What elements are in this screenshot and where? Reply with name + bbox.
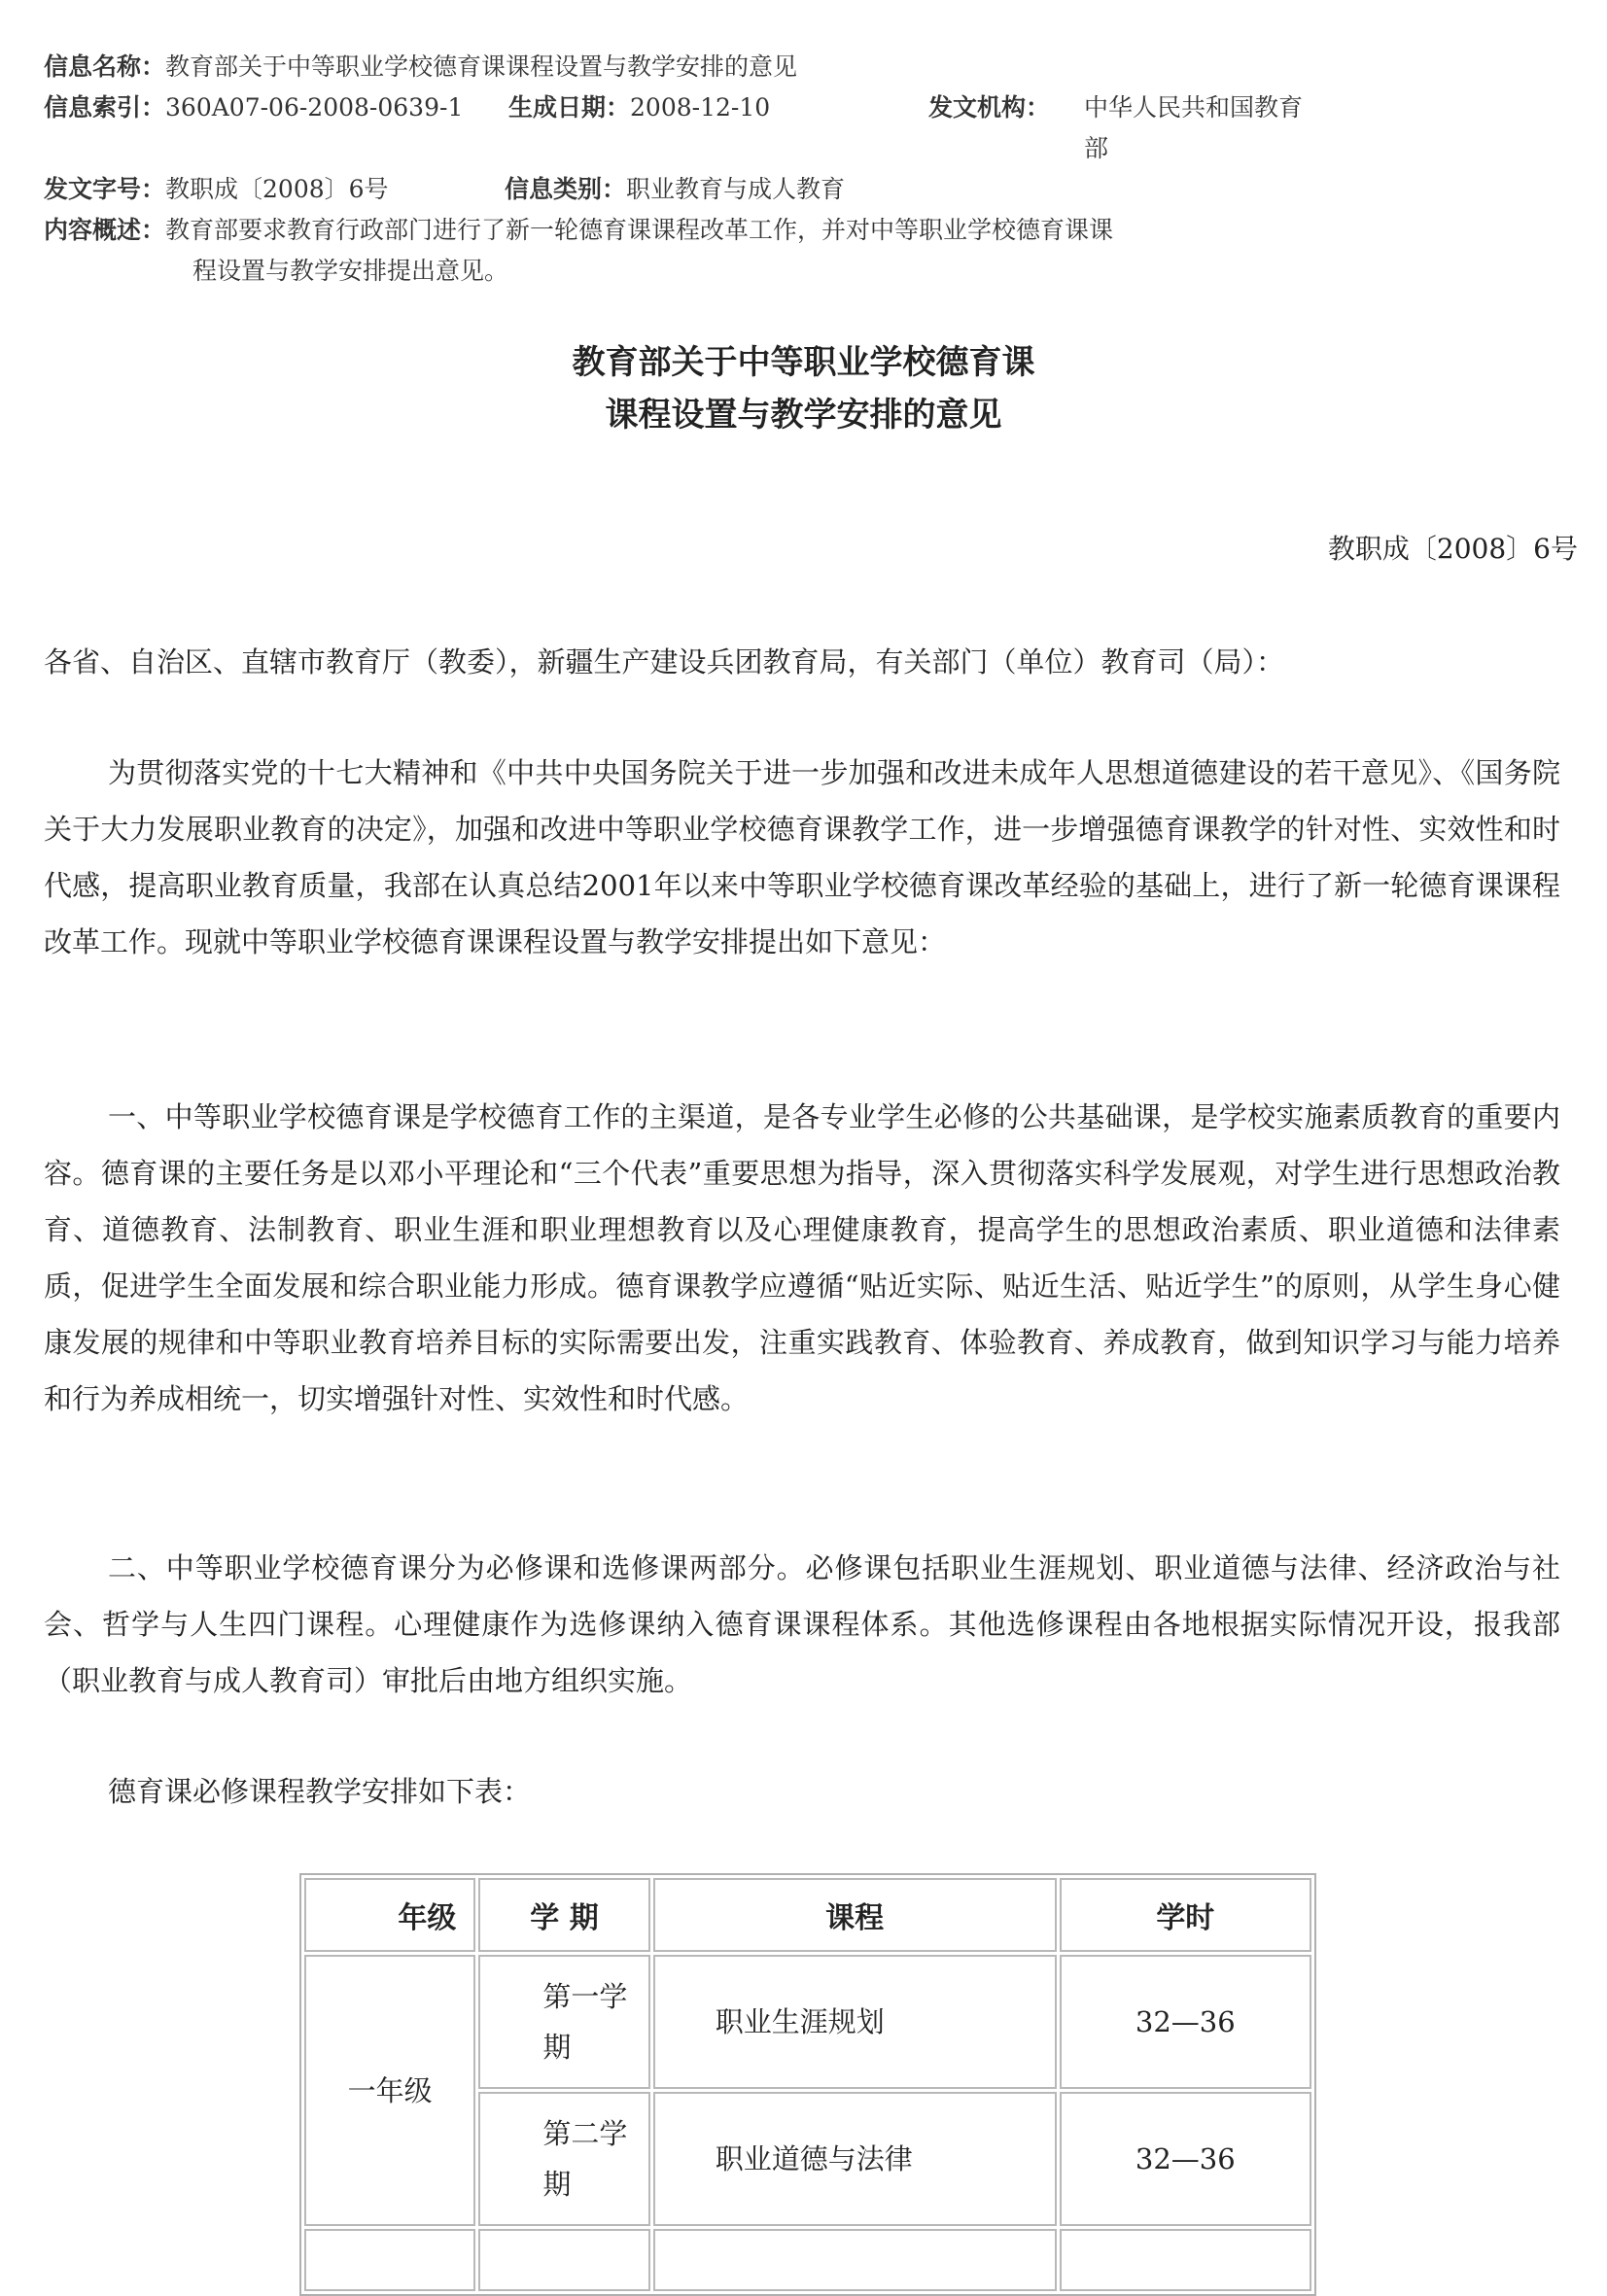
doc-no-value: 教职成〔2008〕6号 [165, 175, 389, 203]
index-label: 信息索引： [44, 93, 166, 122]
table-intro: 德育课必修课程教学安排如下表： [108, 1775, 532, 1808]
document-metadata [44, 47, 1385, 292]
summary-label: 内容概述： [44, 216, 166, 244]
cell-course: 职业道德与法律 [653, 2092, 1057, 2226]
meta-row-summary-cont [44, 251, 1385, 292]
title-line-1: 教育部关于中等职业学校德育课 [572, 343, 1035, 382]
header-hours: 学时 [1060, 1878, 1311, 1952]
category-value: 职业教育与成人教育 [626, 175, 846, 203]
issuer-label: 发文机构： [928, 93, 1051, 122]
info-name-label: 信息名称： [44, 52, 166, 81]
cell-grade: 一年级 [304, 1955, 475, 2226]
date-value: 2008-12-10 [630, 93, 771, 122]
salutation: 各省、自治区、直辖市教育厅（教委），新疆生产建设兵团教育局，有关部门（单位）教育司（局）： [44, 645, 1285, 678]
cell-hours: 32—36 [1060, 2092, 1311, 2226]
cell-empty [304, 2229, 475, 2291]
meta-row-index [44, 87, 1385, 169]
cell-empty [478, 2229, 649, 2291]
header-grade: 年级 [304, 1878, 475, 1952]
info-name-value: 教育部关于中等职业学校德育课课程设置与教学安排的意见 [165, 52, 798, 81]
header-course: 课程 [653, 1878, 1057, 1952]
summary-value-line1: 教育部要求教育行政部门进行了新一轮德育课课程改革工作，并对中等职业学校德育课课 [165, 216, 1114, 244]
course-schedule-table [299, 1873, 1316, 2296]
table-header-row [304, 1878, 1311, 1952]
doc-no-label: 发文字号： [44, 175, 166, 203]
document-number: 教职成〔2008〕6号 [1327, 533, 1578, 565]
cell-hours: 32—36 [1060, 1955, 1311, 2089]
table-row [304, 1955, 1311, 2089]
document-title [0, 336, 1607, 441]
date-label: 生成日期： [508, 93, 631, 122]
title-line-2: 课程设置与教学安排的意见 [605, 396, 1002, 435]
paragraph-section-2: 二、中等职业学校德育课分为必修课和选修课两部分。必修课包括职业生涯规划、职业道德与法律、经济政治与社会、哲学与人生四门课程。心理健康作为选修课纳入德育课课程体系。其他选修课程由各地根据实际情况开设，报我部（职业教育与成人教育司）审批后由地方组织实施。 [44, 1551, 1560, 1697]
cell-course: 职业生涯规划 [653, 1955, 1057, 2089]
paragraph-intro: 为贯彻落实党的十七大精神和《中共中央国务院关于进一步加强和改进未成年人思想道德建设的若干意见》、《国务院关于大力发展职业教育的决定》，加强和改进中等职业学校德育课教学工作，进一步增强德育课教学的针对性、实效性和时代感，提高职业教育质量，我部在认真总结2001年以来中等职业学校德育课改革经验的基础上，进行了新一轮德育课课程改革工作。现就中等职业学校德育课课程设置与教学安排提出如下意见： [44, 756, 1560, 958]
cell-term: 第二学期 [478, 2092, 649, 2226]
header-term: 学 期 [478, 1878, 649, 1952]
cell-term: 第一学期 [478, 1955, 649, 2089]
summary-value-line2: 程设置与教学安排提出意见。 [192, 257, 509, 285]
table-row [304, 2229, 1311, 2291]
category-label: 信息类别： [505, 175, 627, 203]
cell-empty [1060, 2229, 1311, 2291]
cell-empty [653, 2229, 1057, 2291]
paragraph-section-1: 一、中等职业学校德育课是学校德育工作的主渠道，是各专业学生必修的公共基础课，是学校实施素质教育的重要内容。德育课的主要任务是以邓小平理论和“三个代表”重要思想为指导，深入贯彻落实科学发展观，对学生进行思想政治教育、道德教育、法制教育、职业生涯和职业理想教育以及心理健康教育，提高学生的思想政治素质、职业道德和法律素质，促进学生全面发展和综合职业能力形成。德育课教学应遵循“贴近实际、贴近生活、贴近学生”的原则，从学生身心健康发展的规律和中等职业教育培养目标的实际需要出发，注重实践教育、体验教育、养成教育，做到知识学习与能力培养和行为养成相统一，切实增强针对性、实效性和时代感。 [44, 1100, 1560, 1415]
index-value: 360A07-06-2008-0639-1 [165, 93, 464, 122]
meta-row-doc-no [44, 169, 1385, 210]
meta-row-info-name [44, 47, 1385, 87]
issuer-value-line2: 部 [1084, 134, 1109, 162]
meta-row-summary [44, 210, 1385, 251]
issuer-value-line1: 中华人民共和国教育 [1084, 93, 1304, 122]
